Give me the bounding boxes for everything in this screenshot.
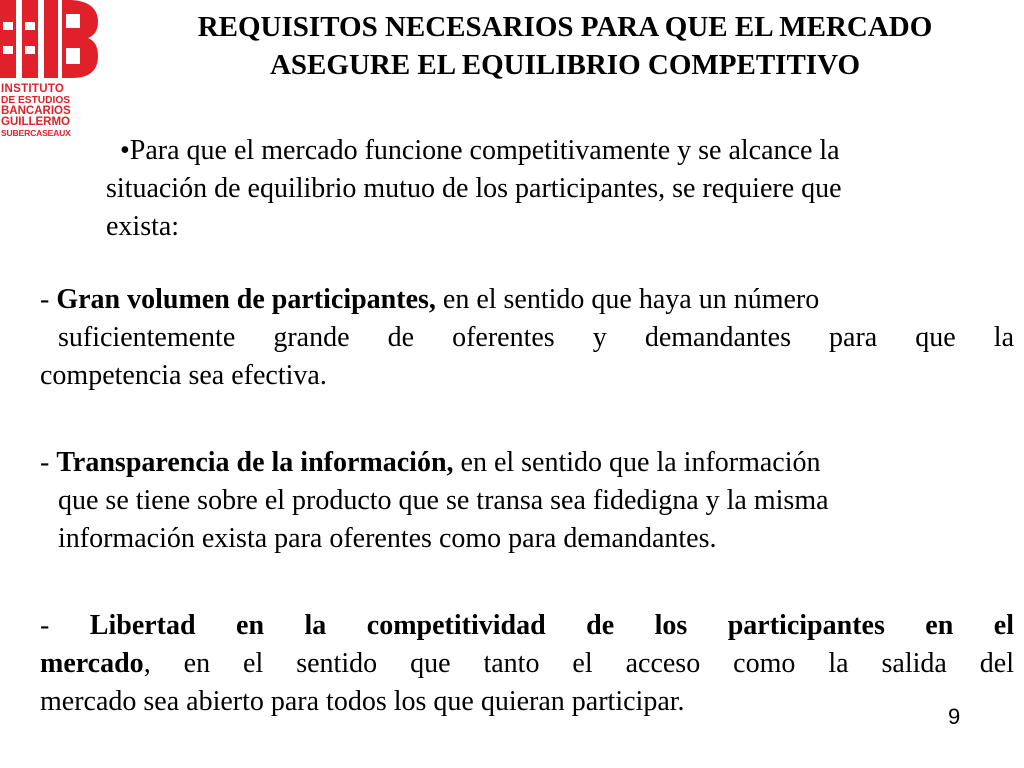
- requirement-text: en el sentido que la información: [453, 447, 821, 478]
- intro-paragraph: [106, 132, 1006, 246]
- logo-line: BANCARIOS: [1, 105, 71, 117]
- requirement-heading: Transparencia de la información,: [56, 447, 454, 478]
- logo-mark-icon: [0, 0, 100, 84]
- title-line: REQUISITOS NECESARIOS PARA QUE EL MERCADO: [197, 11, 933, 43]
- slide-title: [120, 8, 1010, 84]
- requirement-heading: mercado: [40, 648, 144, 679]
- requirement-item: [40, 281, 1014, 395]
- requirement-line: [40, 444, 1014, 482]
- requirement-heading: Gran volumen de participantes,: [56, 284, 436, 315]
- requirement-line: información exista para oferentes como para demandantes.: [58, 523, 717, 554]
- logo-text: [1, 84, 99, 139]
- requirement-line: que se tiene sobre el producto que se transa sea fidedigna y la misma: [58, 485, 829, 516]
- bullet-dash: -: [40, 610, 90, 641]
- requirement-heading: Libertad en la competitividad de los participantes en el: [89, 610, 1014, 641]
- intro-line: •Para que el mercado funcione competitivamente y se alcance la: [120, 135, 840, 166]
- logo-line: GUILLERMO: [1, 116, 70, 128]
- intro-line: situación de equilibrio mutuo de los participantes, se requiere que: [106, 173, 842, 204]
- requirement-line: mercado sea abierto para todos los que quieran participar.: [40, 686, 685, 717]
- institute-logo: [0, 0, 100, 150]
- logo-line: SUBERCASEAUX: [1, 128, 71, 138]
- requirement-line: [40, 607, 1014, 645]
- bullet-dash: -: [40, 284, 57, 315]
- requirement-item: [40, 607, 1014, 721]
- page-number: 9: [948, 704, 961, 729]
- requirement-line: [40, 645, 1014, 683]
- requirement-line: [40, 281, 1014, 319]
- requirement-line: competencia sea efectiva.: [40, 360, 327, 391]
- logo-line: DE ESTUDIOS: [1, 95, 71, 106]
- bullet-dash: -: [40, 447, 57, 478]
- intro-line: exista:: [106, 211, 180, 242]
- requirement-item: [40, 444, 1014, 558]
- title-line: ASEGURE EL EQUILIBRIO COMPETITIVO: [269, 49, 861, 81]
- logo-line: INSTITUTO: [1, 83, 65, 95]
- requirement-text: en el sentido que haya un número: [435, 284, 820, 315]
- requirement-line: suficientemente grande de oferentes y demandantes para que la: [58, 322, 1014, 353]
- requirement-text: , en el sentido que tanto el acceso como la salida del: [143, 648, 1014, 679]
